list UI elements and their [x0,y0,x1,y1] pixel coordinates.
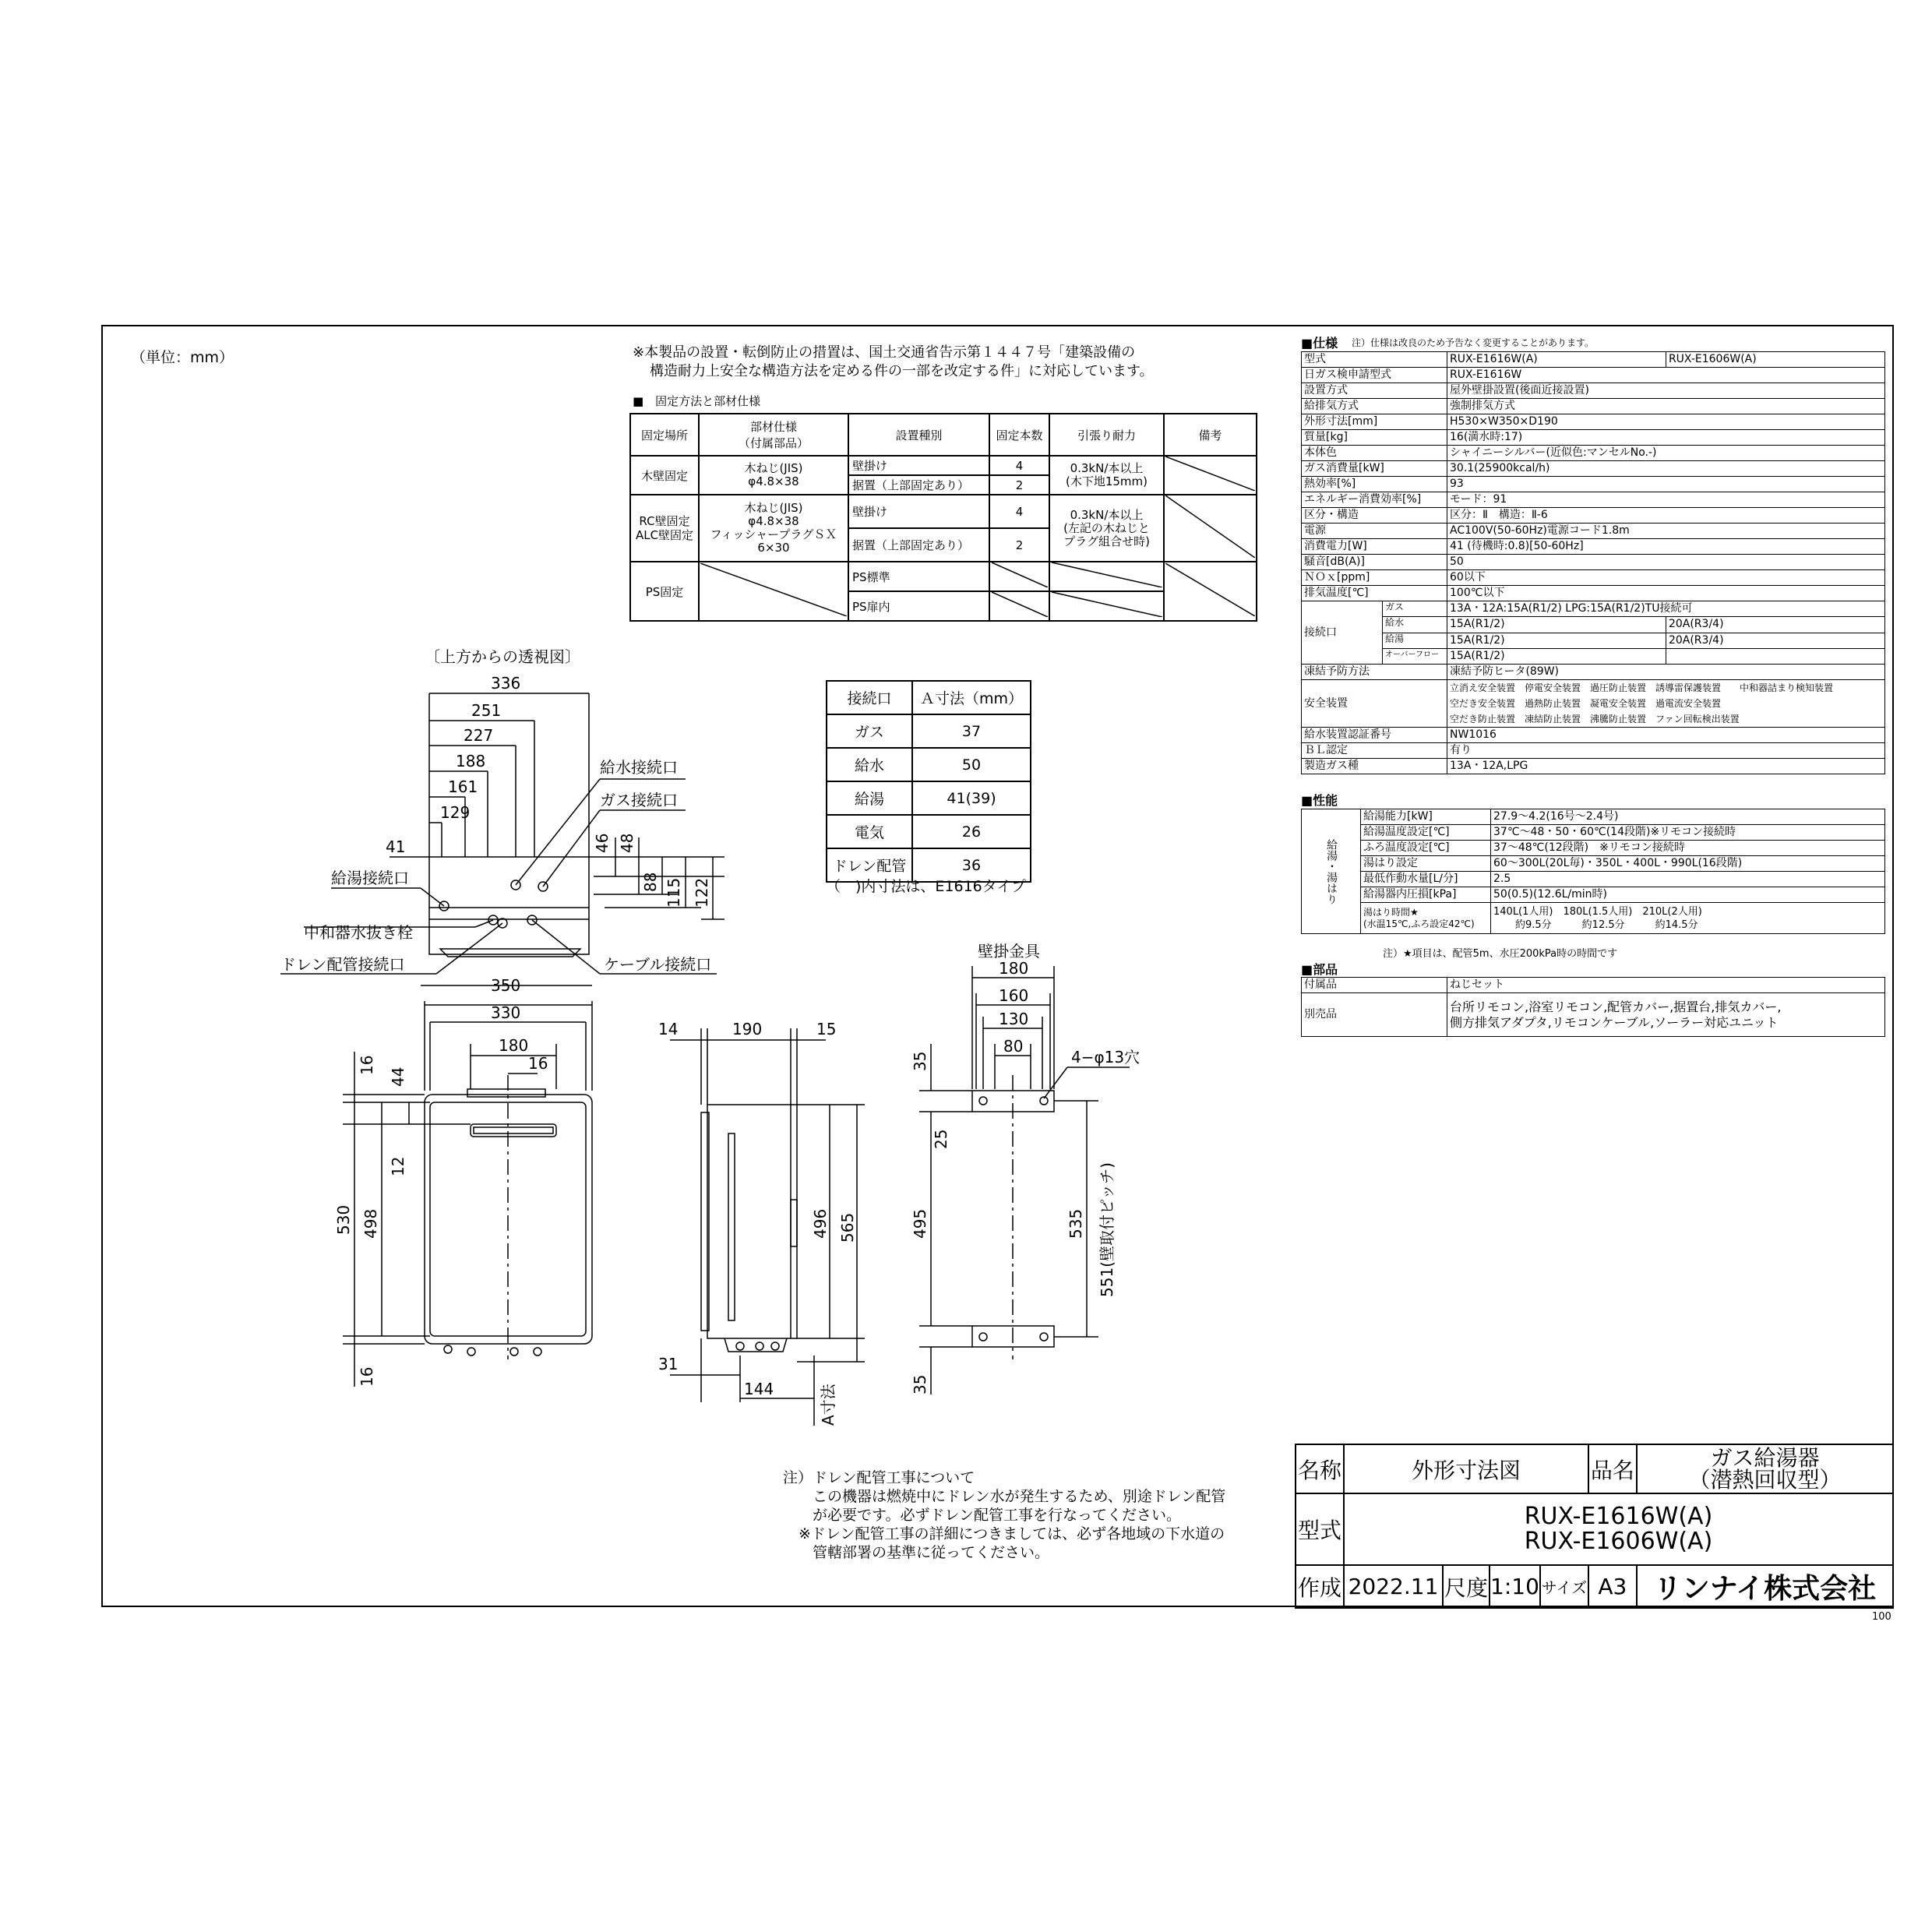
spec-value: H530×W350×D190 [1447,414,1885,430]
spec-value: RUX-E1616W [1447,368,1885,383]
fixing-type: 壁掛け [848,495,989,528]
page-number: 100 [1872,1611,1891,1623]
spec-key: 安全装置 [1302,680,1447,728]
spec-key: 設置方式 [1302,383,1447,399]
spec-key: 本体色 [1302,446,1447,461]
drain-note-5: 管轄部署の基準に従ってください。 [813,1544,1050,1561]
spec-value: 93 [1447,477,1885,492]
perf-key: 給湯能力[kW] [1361,809,1491,825]
safety-line: 立消え安全装置 停電安全装置 過圧防止装置 誘導雷保護装置 中和器詰まり検知装置 [1450,682,1834,693]
spec-value: 16(満水時:17) [1447,430,1885,446]
perf-value: 37℃〜48・50・60℃(14段階)※リモコン接続時 [1491,825,1885,841]
conn-name: ガス [827,714,912,748]
spec-safety [1447,680,1885,728]
dim-label: 227 [464,726,494,745]
perf-key: 給湯器内圧損[kPa] [1361,887,1491,903]
callout-label: ドレン配管接続口 [280,955,405,974]
dim-label: 16 [528,1054,548,1073]
perf-value: 60〜300L(20L毎)・350L・400L・990L(16段階) [1491,856,1885,872]
fill-line: 約9.5分 約12.5分 約14.5分 [1515,918,1698,931]
dim-label: 16 [358,1055,376,1075]
dim-label: 48 [618,833,636,853]
spec-value [1666,648,1884,664]
dim-label: 498 [361,1208,380,1239]
conn-name: ドレン配管 [827,848,912,882]
dim-label: 496 [811,1208,830,1239]
tb-label: 名称 [1296,1444,1344,1493]
fixing-place: PS固定 [630,562,699,621]
parts-key: 別売品 [1302,993,1447,1037]
perf-value: 27.9〜4.2(16号〜2.4号) [1491,809,1885,825]
conn-table-note: （ )内寸法は、E1616タイプ [826,878,1026,895]
spec-value: 50 [1447,555,1885,570]
spec-value: 41 (待機時:0.8)[50-60Hz] [1447,539,1885,555]
spec-value: 有り [1447,743,1885,759]
dim-label: 14 [658,1020,679,1038]
dim-label: 188 [456,752,486,770]
spec-key: 凍結予防方法 [1302,665,1447,680]
spec-value: モード：91 [1447,492,1885,508]
spec-value: シャイニーシルバー(近似色:マンセルNo.-) [1447,446,1885,461]
spec-value: NW1016 [1447,728,1885,743]
spec-key: 熱効率[%] [1302,477,1447,492]
perf-value: 2.5 [1491,872,1885,887]
conn-value: 41(39) [912,781,1031,815]
spec-conn-cell [1302,601,1447,665]
perf-value: 37〜48℃(12段階) ※リモコン接続時 [1491,841,1885,856]
callout-label: 給水接続口 [600,758,678,777]
tb-label: サイズ [1540,1565,1588,1608]
dim-label: 161 [448,777,478,796]
fixing-type: 壁掛け [848,456,989,475]
spec-key: 外形寸法[mm] [1302,414,1447,430]
spec-key: 電源 [1302,524,1447,539]
dim-label: 41 [386,837,406,856]
spec-value: 15A(R1/2) [1447,633,1666,648]
fixing-place: RC壁固定 ALC壁固定 [630,495,699,562]
dim-label: 115 [665,877,683,908]
fixing-title: ■ 固定方法と部材仕様 [633,394,761,408]
spec-key: 給排気方式 [1302,399,1447,414]
conn-name: 電気 [827,815,912,848]
drain-note-3: が必要です。必ずドレン配管工事を行なってください。 [813,1507,1182,1524]
dim-label: 4−φ13穴 [1071,1048,1141,1066]
dim-label: 160 [999,986,1029,1005]
spec-key: 消費電力[W] [1302,539,1447,555]
conn-value: 26 [912,815,1031,848]
conn-header: 接続口 [827,681,912,714]
spec-value: 13A・12A:15A(R1/2) LPG:15A(R1/2)TU接続可 [1447,601,1885,617]
top-view-title: 〔上方からの透視図〕 [425,647,580,666]
tb-label: 尺度 [1443,1565,1490,1608]
dim-label: 12 [389,1156,407,1176]
safety-line: 空だき防止装置 凍結防止装置 沸騰防止装置 ファン回転検出装置 [1450,714,1740,724]
dim-label: 350 [491,976,521,995]
spec-subkey: 給水 [1383,617,1447,633]
conn-value: 36 [912,848,1031,882]
dim-label: 80 [1003,1037,1024,1056]
dim-label: 35 [911,1051,929,1071]
title-block [1295,1444,1894,1609]
spec-value: 100℃以下 [1447,586,1885,601]
spec-table [1301,351,1885,774]
unit-note: （単位：mm） [131,349,234,366]
fixing-member: 木ねじ(JIS) φ4.8×38 [699,456,848,495]
callout-label: 中和器水抜き栓 [304,923,413,942]
fixing-strength: 0.3kN/本以上 (木下地15mm) [1049,456,1164,495]
spec-key: 給水装置認証番号 [1302,728,1447,743]
spec-value: AC100V(50-60Hz)電源コード1.8m [1447,524,1885,539]
spec-key: 騒音[dB(A)] [1302,555,1447,570]
perf-side-label: 給湯・湯はり [1302,809,1361,934]
perf-key: ふろ温度設定[℃] [1361,841,1491,856]
spec-value: 20A(R3/4) [1666,617,1884,633]
tb-label: 作成 [1296,1565,1344,1608]
spec-key: 区分・構造 [1302,508,1447,524]
spec-value: 20A(R3/4) [1666,633,1884,648]
dim-label: 190 [732,1020,763,1038]
fixing-place: 木壁固定 [630,456,699,495]
install-note-2: 構造耐力上安全な構造方法を定める件の一部を改定する件」に対応しています。 [650,363,1154,379]
dim-label: A寸法 [819,1384,837,1426]
parts-key: 付属品 [1302,978,1447,993]
dim-label: 180 [499,1036,529,1055]
conn-value: 50 [912,748,1031,781]
fixing-header: 固定場所 [630,414,699,456]
perf-table [1301,809,1885,934]
dim-label: 35 [911,1374,929,1394]
fixing-type: PS扉内 [848,591,989,621]
spec-value: RUX-E1616W(A) [1447,352,1666,368]
spec-note: 注）仕様は改良のため予告なく変更することがあります。 [1352,337,1595,348]
callout-label: 給湯接続口 [331,869,409,887]
spec-subkey: オーバーフロー [1385,650,1439,659]
fixing-header: 固定本数 [989,414,1049,456]
dim-label: 535 [1066,1208,1085,1239]
spec-key: エネルギー消費効率[%] [1302,492,1447,508]
dim-label: 129 [440,803,471,822]
fixing-strength: 0.3kN/本以上 (左記の木ねじと プラグ組合せ時) [1049,495,1164,562]
tb-model: RUX-E1616W(A) [1524,1503,1713,1530]
parts-value: ねじセット [1447,978,1885,993]
callout-label: ケーブル接続口 [604,955,712,974]
perf-key: 最低作動水量[L/分] [1361,872,1491,887]
spec-value: RUX-E1606W(A) [1666,352,1884,368]
spec-key: 接続口 [1302,601,1383,664]
fixing-header: 設置種別 [848,414,989,456]
fixing-header: 部材仕様 （付属部品） [699,414,848,456]
spec-key: 日ガス検申請型式 [1302,368,1447,383]
fixing-type: 据置（上部固定あり） [848,528,989,562]
dim-label: 15 [816,1020,837,1038]
spec-value: 60以下 [1447,570,1885,586]
dim-label: 330 [491,1003,521,1022]
spec-value: 15A(R1/2) [1447,617,1666,633]
tb-name: 外形寸法図 [1344,1444,1588,1493]
parts-table [1301,977,1885,1037]
fixing-header: 引張り耐力 [1049,414,1164,456]
dim-label: 122 [693,877,711,908]
install-note-1: ※本製品の設置・転倒防止の措置は、国土交通省告示第１４４７号「建築設備の [633,344,1136,361]
drain-note-2: この機器は燃焼中にドレン水が発生するため、別途ドレン配管 [813,1488,1226,1505]
conn-header: Ａ寸法（mm） [912,681,1031,714]
dim-label: 16 [358,1366,376,1387]
dim-label: 46 [593,833,612,853]
dim-label: 251 [471,701,502,720]
spec-value: 15A(R1/2) [1447,648,1666,664]
perf-key: 湯はり設定 [1361,856,1491,872]
tb-label: 品名 [1588,1444,1637,1493]
spec-key: ＮＯｘ[ppm] [1302,570,1447,586]
fixing-count: 2 [989,475,1049,495]
tb-label: 型式 [1296,1493,1344,1565]
fixing-count: 4 [989,495,1049,528]
spec-value: 13A・12A,LPG [1447,759,1885,774]
bracket-title: 壁掛金具 [978,942,1040,961]
dim-label: 31 [658,1355,679,1373]
callout-label: ガス接続口 [600,791,678,809]
perf-footnote: 注）★項目は、配管5m、水圧200kPa時の時間です [1383,948,1618,960]
tb-company: リンナイ株式会社 [1637,1565,1893,1608]
fixing-member: 木ねじ(JIS) φ4.8×38 フィッシャープラグＳＸ 6×30 [699,495,848,562]
perf-key: 湯はり時間★ (水温15℃,ふろ設定42℃) [1361,903,1491,934]
spec-value: 凍結予防ヒータ(89W) [1447,665,1885,680]
front-view [343,1001,592,1387]
dim-label: 180 [999,959,1029,978]
conn-value: 37 [912,714,1031,748]
tb-date: 2022.11 [1344,1565,1443,1608]
tb-size: A3 [1588,1565,1637,1608]
spec-subkey: 給湯 [1383,633,1447,649]
dim-label: 88 [641,872,660,892]
perf-title: ■性能 [1301,793,1338,808]
dim-label: 130 [999,1010,1029,1028]
spec-value: 区分：Ⅱ 構造：Ⅱ-6 [1447,508,1885,524]
tb-models [1344,1493,1893,1565]
dim-label: 25 [932,1129,950,1149]
spec-key: 排気温度[℃] [1302,586,1447,601]
perf-key: 給湯温度設定[℃] [1361,825,1491,841]
dim-label: 551(壁取付ピッチ) [1098,1162,1116,1297]
perf-value: 50(0.5)(12.6L/min時) [1491,887,1885,903]
dim-label: 336 [491,674,521,693]
tb-product: ガス給湯器 （潜熱回収型） [1637,1444,1893,1493]
spec-value: 30.1(25900kcal/h) [1447,461,1885,477]
spec-key: 型式 [1302,352,1447,368]
fill-line: 140L(1人用) 180L(1.5人用) 210L(2人用) [1493,905,1702,918]
drain-note-1: 注）ドレン配管工事について [783,1469,975,1486]
fixing-type: PS標準 [848,562,989,591]
spec-subkey: ガス [1383,601,1447,617]
conn-name: 給湯 [827,781,912,815]
drain-note-4: ※ドレン配管工事の詳細につきましては、必ず各地域の下水道の [799,1525,1225,1542]
conn-name: 給水 [827,748,912,781]
spec-title: ■仕様 [1301,336,1338,351]
spec-key: 質量[kg] [1302,430,1447,446]
dim-label: 144 [744,1380,774,1398]
tb-model: RUX-E1606W(A) [1524,1528,1713,1555]
safety-line: 空だき安全装置 過熱防止装置 凝電安全装置 過電流安全装置 [1450,698,1722,709]
dim-label: 530 [334,1204,353,1235]
spec-value: 屋外壁掛設置(後面近接設置) [1447,383,1885,399]
side-view [670,1028,865,1426]
fixing-count: 4 [989,456,1049,475]
fixing-type: 据置（上部固定あり） [848,475,989,495]
fixing-header: 備考 [1164,414,1257,456]
dim-label: 44 [389,1066,407,1087]
spec-key: ガス消費量[kW] [1302,461,1447,477]
parts-title: ■部品 [1301,962,1338,977]
perf-fill-values [1491,903,1885,934]
dim-label: 565 [838,1212,857,1243]
spec-value: 強制排気方式 [1447,399,1885,414]
fixing-count: 2 [989,528,1049,562]
parts-value: 台所リモコン,浴室リモコン,配管カバー,据置台,排気カバー, 側方排気アダプタ,リモコンケーブル,ソーラー対応ユニット [1447,993,1885,1037]
spec-key: 製造ガス種 [1302,759,1447,774]
tb-scale: 1:10 [1490,1565,1540,1608]
spec-key: ＢＬ認定 [1302,743,1447,759]
dim-label: 495 [911,1208,929,1239]
